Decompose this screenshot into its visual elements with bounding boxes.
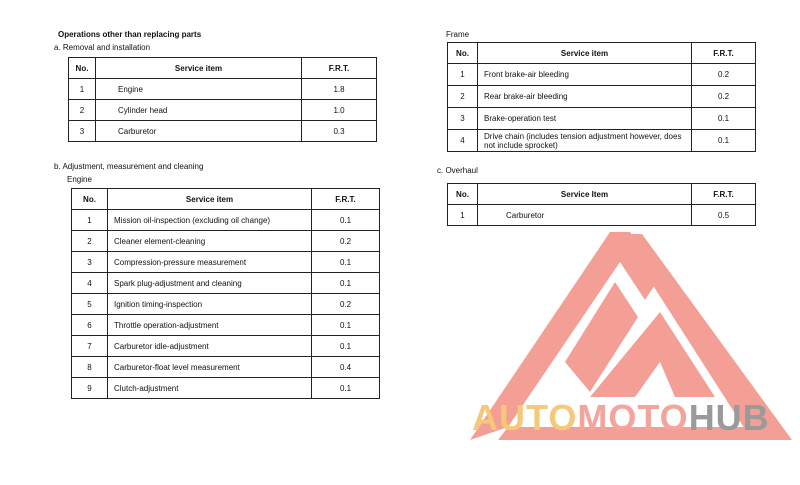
row-frt: 0.2 xyxy=(312,294,380,315)
row-no: 2 xyxy=(69,100,96,121)
header-no: No. xyxy=(448,43,478,64)
row-frt: 0.1 xyxy=(312,252,380,273)
table-row xyxy=(72,336,380,357)
row-frt: 0.1 xyxy=(312,315,380,336)
row-frt: 1.8 xyxy=(302,79,377,100)
row-service-item: Cylinder head xyxy=(96,100,302,121)
row-frt: 0.1 xyxy=(312,336,380,357)
row-no: 4 xyxy=(72,273,108,294)
row-no: 2 xyxy=(72,231,108,252)
row-service-item: Mission oil-inspection (excluding oil change) xyxy=(108,210,312,231)
header-frt: F.R.T. xyxy=(302,58,377,79)
document-heading: Operations other than replacing parts xyxy=(58,30,202,39)
row-no: 1 xyxy=(72,210,108,231)
row-no: 7 xyxy=(72,336,108,357)
frame-label: Frame xyxy=(446,30,470,39)
row-service-item: Brake-operation test xyxy=(478,108,692,130)
row-service-item: Spark plug-adjustment and cleaning xyxy=(108,273,312,294)
table-row xyxy=(448,108,756,130)
table-row xyxy=(72,210,380,231)
overhaul-table xyxy=(447,183,756,226)
header-service-item: Service Item xyxy=(478,184,692,205)
row-no: 1 xyxy=(448,205,478,226)
row-frt: 0.3 xyxy=(302,121,377,142)
table-row xyxy=(69,121,377,142)
row-frt: 0.1 xyxy=(692,108,756,130)
table-row xyxy=(448,130,756,152)
header-no: No. xyxy=(72,189,108,210)
row-service-item: Engine xyxy=(96,79,302,100)
row-service-item: Carburetor-float level measurement xyxy=(108,357,312,378)
row-service-item: Carburetor xyxy=(96,121,302,142)
row-no: 2 xyxy=(448,86,478,108)
row-frt: 0.1 xyxy=(312,273,380,294)
table-row xyxy=(72,378,380,399)
row-no: 1 xyxy=(69,79,96,100)
row-frt: 1.0 xyxy=(302,100,377,121)
table-row xyxy=(448,86,756,108)
header-service-item: Service item xyxy=(478,43,692,64)
row-no: 6 xyxy=(72,315,108,336)
row-frt: 0.2 xyxy=(692,64,756,86)
row-frt: 0.4 xyxy=(312,357,380,378)
row-service-item: Cleaner element-cleaning xyxy=(108,231,312,252)
header-no: No. xyxy=(448,184,478,205)
automotohub-watermark-text xyxy=(472,397,770,439)
watermark-text-moto: MOTO xyxy=(577,397,689,438)
row-service-item: Drive chain (includes tension adjustment however, does not include sprocket) xyxy=(478,130,692,152)
watermark-text-auto: AUTO xyxy=(472,397,578,438)
row-service-item: Rear brake-air bleeding xyxy=(478,86,692,108)
watermark-text-hub: HUB xyxy=(688,397,770,438)
row-no: 4 xyxy=(448,130,478,152)
row-no: 1 xyxy=(448,64,478,86)
table-row xyxy=(69,100,377,121)
row-service-item: Ignition timing-inspection xyxy=(108,294,312,315)
table-header-row xyxy=(448,43,756,64)
table-row xyxy=(72,357,380,378)
table-row xyxy=(69,79,377,100)
table-row xyxy=(72,294,380,315)
row-service-item: Front brake-air bleeding xyxy=(478,64,692,86)
header-service-item: Service item xyxy=(108,189,312,210)
table-header-row xyxy=(69,58,377,79)
section-c-label: c. Overhaul xyxy=(437,166,478,175)
removal-installation-table xyxy=(68,57,377,142)
row-no: 9 xyxy=(72,378,108,399)
header-frt: F.R.T. xyxy=(312,189,380,210)
header-service-item: Service item xyxy=(96,58,302,79)
row-frt: 0.2 xyxy=(692,86,756,108)
row-service-item: Carburetor idle-adjustment xyxy=(108,336,312,357)
section-a-label: a. Removal and installation xyxy=(54,43,151,52)
table-row xyxy=(72,273,380,294)
row-no: 3 xyxy=(72,252,108,273)
row-frt: 0.2 xyxy=(312,231,380,252)
table-row xyxy=(448,64,756,86)
row-service-item: Throttle operation-adjustment xyxy=(108,315,312,336)
row-no: 5 xyxy=(72,294,108,315)
table-header-row xyxy=(72,189,380,210)
adjustment-engine-table xyxy=(71,188,380,399)
row-service-item: Carburetor xyxy=(478,205,692,226)
table-row xyxy=(72,315,380,336)
row-service-item: Clutch-adjustment xyxy=(108,378,312,399)
row-frt: 0.1 xyxy=(312,378,380,399)
header-frt: F.R.T. xyxy=(692,184,756,205)
table-row xyxy=(72,231,380,252)
table-row xyxy=(72,252,380,273)
row-service-item: Compression-pressure measurement xyxy=(108,252,312,273)
row-no: 3 xyxy=(448,108,478,130)
header-no: No. xyxy=(69,58,96,79)
section-b-label: b. Adjustment, measurement and cleaning xyxy=(54,162,204,171)
table-header-row xyxy=(448,184,756,205)
row-frt: 0.1 xyxy=(312,210,380,231)
frame-table xyxy=(447,42,756,152)
header-frt: F.R.T. xyxy=(692,43,756,64)
row-frt: 0.5 xyxy=(692,205,756,226)
row-no: 3 xyxy=(69,121,96,142)
engine-label: Engine xyxy=(67,175,92,184)
row-frt: 0.1 xyxy=(692,130,756,152)
row-no: 8 xyxy=(72,357,108,378)
